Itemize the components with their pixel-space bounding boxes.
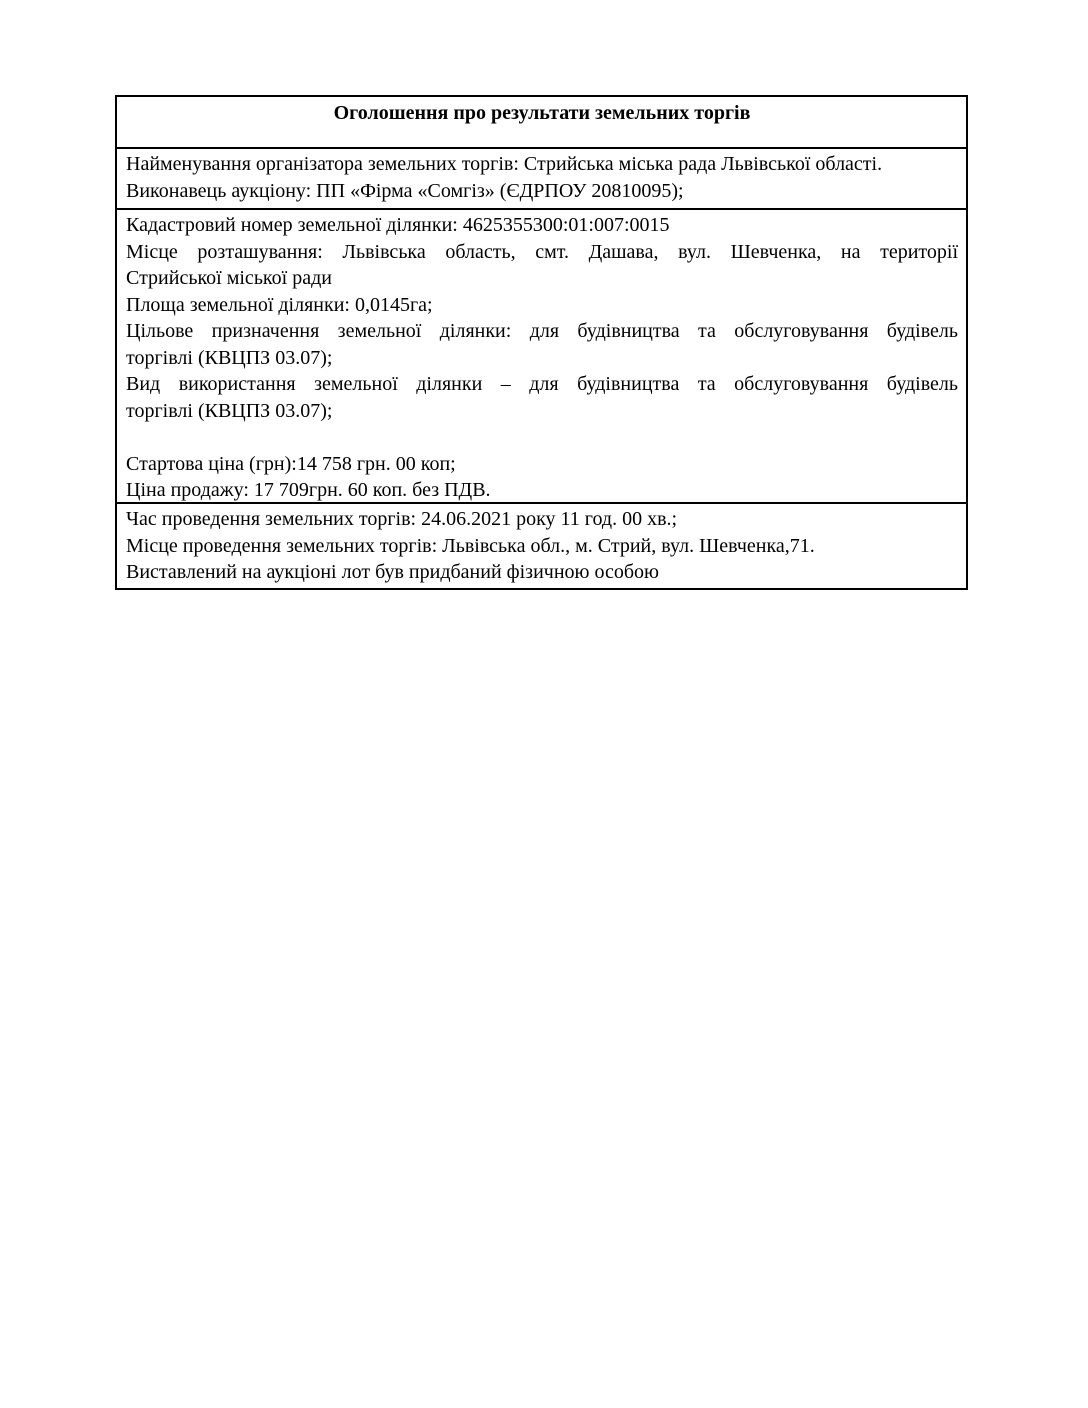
- organizer-name-line: Найменування організатора земельних торгів: Стрийська міська рада Львівської області.: [126, 153, 883, 175]
- organizer-row: [117, 147, 966, 208]
- title-row: [117, 97, 966, 147]
- location-line-2: Стрийської міської ради: [126, 267, 332, 289]
- cadastral-number-line: Кадастровий номер земельної ділянки: 4625355300:01:007:0015: [126, 214, 670, 236]
- parcel-details-row: [117, 208, 966, 502]
- purpose-line-2: торгівлі (КВЦПЗ 03.07);: [126, 346, 333, 369]
- use-type-line-2: торгівлі (КВЦПЗ 03.07);: [126, 399, 333, 422]
- purpose-line-1: Цільове призначення земельної ділянки: для будівництва та обслуговування будівель: [126, 320, 958, 342]
- announcement-table: [115, 95, 968, 590]
- start-price-line: Стартова ціна (грн):14 758 грн. 00 коп;: [126, 452, 456, 475]
- area-line: Площа земельної ділянки: 0,0145га;: [126, 293, 433, 316]
- sale-price-line: Ціна продажу: 17 709грн. 60 коп. без ПДВ.: [126, 479, 491, 501]
- use-type-line-1: Вид використання земельної ділянки – для будівництва та обслуговування будівель: [126, 373, 958, 395]
- auction-result-line: Виставлений на аукціоні лот був придбаний фізичною особою: [126, 561, 659, 583]
- auction-time-line: Час проведення земельних торгів: 24.06.2021 року 11 год. 00 хв.;: [126, 508, 678, 530]
- auction-executor-line: Виконавець аукціону: ПП «Фірма «Сомгіз» (ЄДРПОУ 20810095);: [126, 179, 684, 202]
- page-title: Оголошення про результати земельних торгів: [333, 102, 751, 124]
- blank-line: [126, 424, 958, 451]
- auction-place-line: Місце проведення земельних торгів: Львівська обл., м. Стрий, вул. Шевченка,71.: [126, 534, 815, 557]
- location-line-1: Місце розташування: Львівська область, смт. Дашава, вул. Шевченка, на території: [126, 240, 958, 263]
- auction-info-row: [117, 502, 966, 588]
